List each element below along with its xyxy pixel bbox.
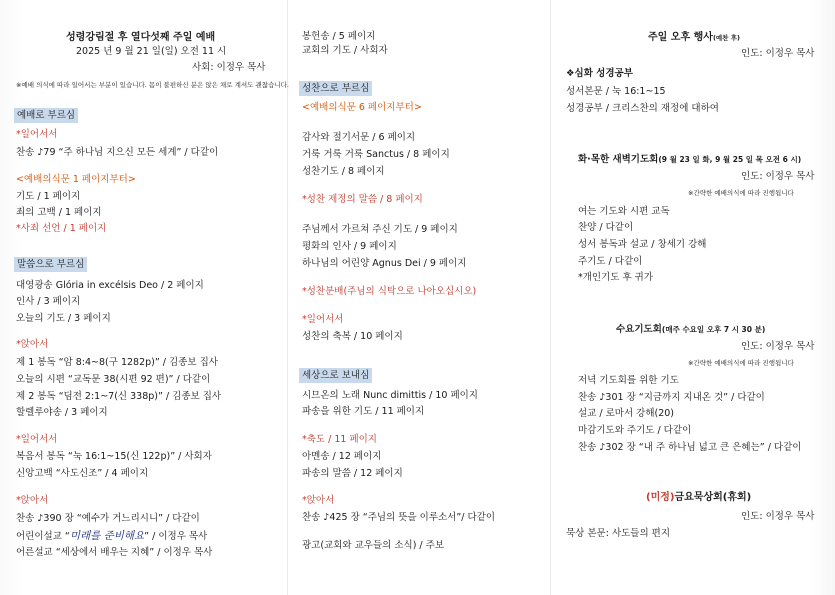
posture-note: *일어서서: [16, 434, 58, 445]
order-item: 제 1 봉독 “암 8:4~8(구 1282p)” / 김종보 집사: [16, 357, 218, 368]
event-title: [646, 492, 751, 504]
event-item: 설교 / 로마서 강해(20): [578, 408, 675, 419]
order-item: 제 2 봉독 “딤전 2:1~7(신 338p)” / 김종보 집사: [16, 391, 222, 402]
section-word: 말씀으로 부르심: [14, 257, 87, 272]
liturgy-reference: <예배의식문 1 페이지부터>: [16, 174, 136, 185]
order-item: 오늘의 기도 / 3 페이지: [16, 313, 111, 324]
leader: 인도: 이정우 목사: [741, 171, 815, 182]
section-call-to-worship: 예배로 부르심: [14, 108, 78, 123]
order-item: 교회의 기도 / 사회자: [302, 45, 388, 56]
section-communion: 성찬으로 부르심: [299, 81, 372, 96]
event-status: (미정): [646, 492, 675, 503]
fold-line: [550, 0, 551, 595]
event-note: ※간략한 예배의식에 따라 진행됩니다: [688, 359, 794, 367]
event-item: 묵상 본문: 사도들의 편지: [566, 528, 671, 539]
order-item: 찬송 ♪425 장 “주님의 뜻을 이루소서”/ 다같이: [302, 512, 496, 523]
posture-note: *앉아서: [16, 495, 49, 506]
announcements: 광고(교회와 교우들의 소식) / 주보: [302, 540, 444, 551]
event-item: 주기도 / 다같이: [578, 256, 643, 267]
order-item: 성찬의 축복 / 10 페이지: [302, 331, 403, 342]
event-title-text: 금요묵상회(휴회): [674, 492, 752, 503]
order-item: 파송을 위한 기도 / 11 페이지: [302, 406, 425, 417]
leader: 인도: 이정우 목사: [741, 511, 815, 522]
order-item: 신앙고백 “사도신조” / 4 페이지: [16, 468, 149, 479]
order-item: 감사와 절기서문 / 6 페이지: [302, 132, 416, 143]
event-item: 성서 봉독과 설교 / 창세기 강해: [578, 239, 707, 250]
order-item: 시므온의 노래 Nunc dimittis / 10 페이지: [302, 390, 478, 401]
event-title-text: 수요기도회: [616, 324, 662, 335]
event-item: 마감기도와 주기도 / 다같이: [578, 425, 692, 436]
event-title-text: 화·목한 새벽기도회: [578, 154, 659, 165]
service-date: 2025 년 9 월 21 일(일) 오전 11 시: [76, 46, 227, 57]
posture-note: *앉아서: [16, 339, 49, 350]
order-item: 기도 / 1 페이지: [16, 191, 81, 202]
order-item: 평화의 인사 / 9 페이지: [302, 241, 397, 252]
posture-note: *일어서서: [16, 129, 58, 140]
event-item: *개인기도 후 귀가: [578, 272, 654, 283]
leader: 인도: 이정우 목사: [741, 341, 815, 352]
presider: 사회: 이정우 목사: [192, 62, 266, 73]
order-item: 죄의 고백 / 1 페이지: [16, 207, 102, 218]
event-item: 여는 기도와 시편 교독: [578, 206, 670, 217]
order-item: *사죄 선언 / 1 페이지: [16, 223, 107, 234]
section-sending: 세상으로 보내심: [299, 368, 372, 383]
event-item: 찬송 ♪301 장 “지금까지 지내온 것” / 다같이: [578, 392, 765, 403]
order-item: *성찬 제정의 말씀 / 8 페이지: [302, 194, 423, 205]
order-item: 주님께서 가르쳐 주신 기도 / 9 페이지: [302, 224, 458, 235]
order-item: 대영광송 Glória in excélsis Deo / 2 페이지: [16, 280, 204, 291]
event-time: (9 월 23 일 화, 9 월 25 일 목 오전 6 시): [658, 155, 802, 164]
order-item: 복음서 봉독 “눅 16:1~15(신 122p)” / 사회자: [16, 451, 212, 462]
event-item: 찬송 ♪302 장 “내 주 하나님 넓고 큰 은혜는” / 다같이: [578, 442, 802, 453]
notice: ※예배 의식에 따라 일어서는 부분이 있습니다. 몸이 불편하신 분은 앉은 채로 계셔도 괜찮습니다.: [16, 81, 289, 89]
order-item: *축도 / 11 페이지: [302, 434, 377, 445]
order-item: 하나님의 어린양 Agnus Dei / 9 페이지: [302, 258, 467, 269]
order-item: 오늘의 시편 “교독문 38(시편 92 편)” / 다같이: [16, 374, 211, 385]
order-item: 성찬기도 / 8 페이지: [302, 166, 385, 177]
order-item: *성찬분배(주님의 식탁으로 나아오십시오): [302, 286, 477, 297]
order-item: 봉헌송 / 5 페이지: [302, 31, 376, 42]
event-note: ※간략한 예배의식에 따라 진행됩니다: [688, 189, 794, 197]
order-item: 인사 / 3 페이지: [16, 296, 81, 307]
event-title: [578, 154, 801, 166]
order-item: 파송의 말씀 / 12 페이지: [302, 468, 403, 479]
event-item: 성서본문 / 눅 16:1~15: [566, 86, 666, 97]
childrens-sermon-preacher: ” / 이정우 목사: [144, 531, 208, 542]
event-subtitle: ❖심화 성경공부: [566, 68, 633, 79]
childrens-sermon: [16, 530, 207, 543]
event-title-text: 주일 오후 행사: [648, 32, 713, 43]
handwritten-title: 미래를 준비해요: [69, 530, 145, 542]
event-item: 찬양 / 다같이: [578, 222, 634, 233]
liturgy-reference: <예배의식문 6 페이지부터>: [302, 102, 422, 113]
order-item: 아멘송 / 12 페이지: [302, 451, 382, 462]
event-title: [648, 32, 740, 44]
posture-note: *일어서서: [302, 314, 344, 325]
order-item: 거룩 거룩 거룩 Sanctus / 8 페이지: [302, 149, 450, 160]
event-item: 성경공부 / 크리스찬의 재정에 대하여: [566, 103, 719, 114]
childrens-sermon-label: 어린이설교 “: [16, 531, 70, 542]
event-item: 저녁 기도회를 위한 기도: [578, 375, 679, 386]
event-time: (매주 수요일 오후 7 시 30 분): [661, 325, 766, 334]
event-title: [616, 324, 765, 336]
order-item: 할렐루야송 / 3 페이지: [16, 407, 108, 418]
leader: 인도: 이정우 목사: [741, 48, 815, 59]
event-time: (예찬 후): [712, 34, 740, 42]
order-item: 어른설교 “세상에서 배우는 지혜” / 이정우 목사: [16, 547, 213, 558]
posture-note: *앉아서: [302, 495, 335, 506]
service-title: 성령강림절 후 열다섯째 주일 예배: [66, 32, 216, 43]
order-item: 찬송 ♪79 “주 하나님 지으신 모든 세계” / 다같이: [16, 147, 219, 158]
order-item: 찬송 ♪390 장 “예수가 거느리시니” / 다같이: [16, 513, 200, 524]
